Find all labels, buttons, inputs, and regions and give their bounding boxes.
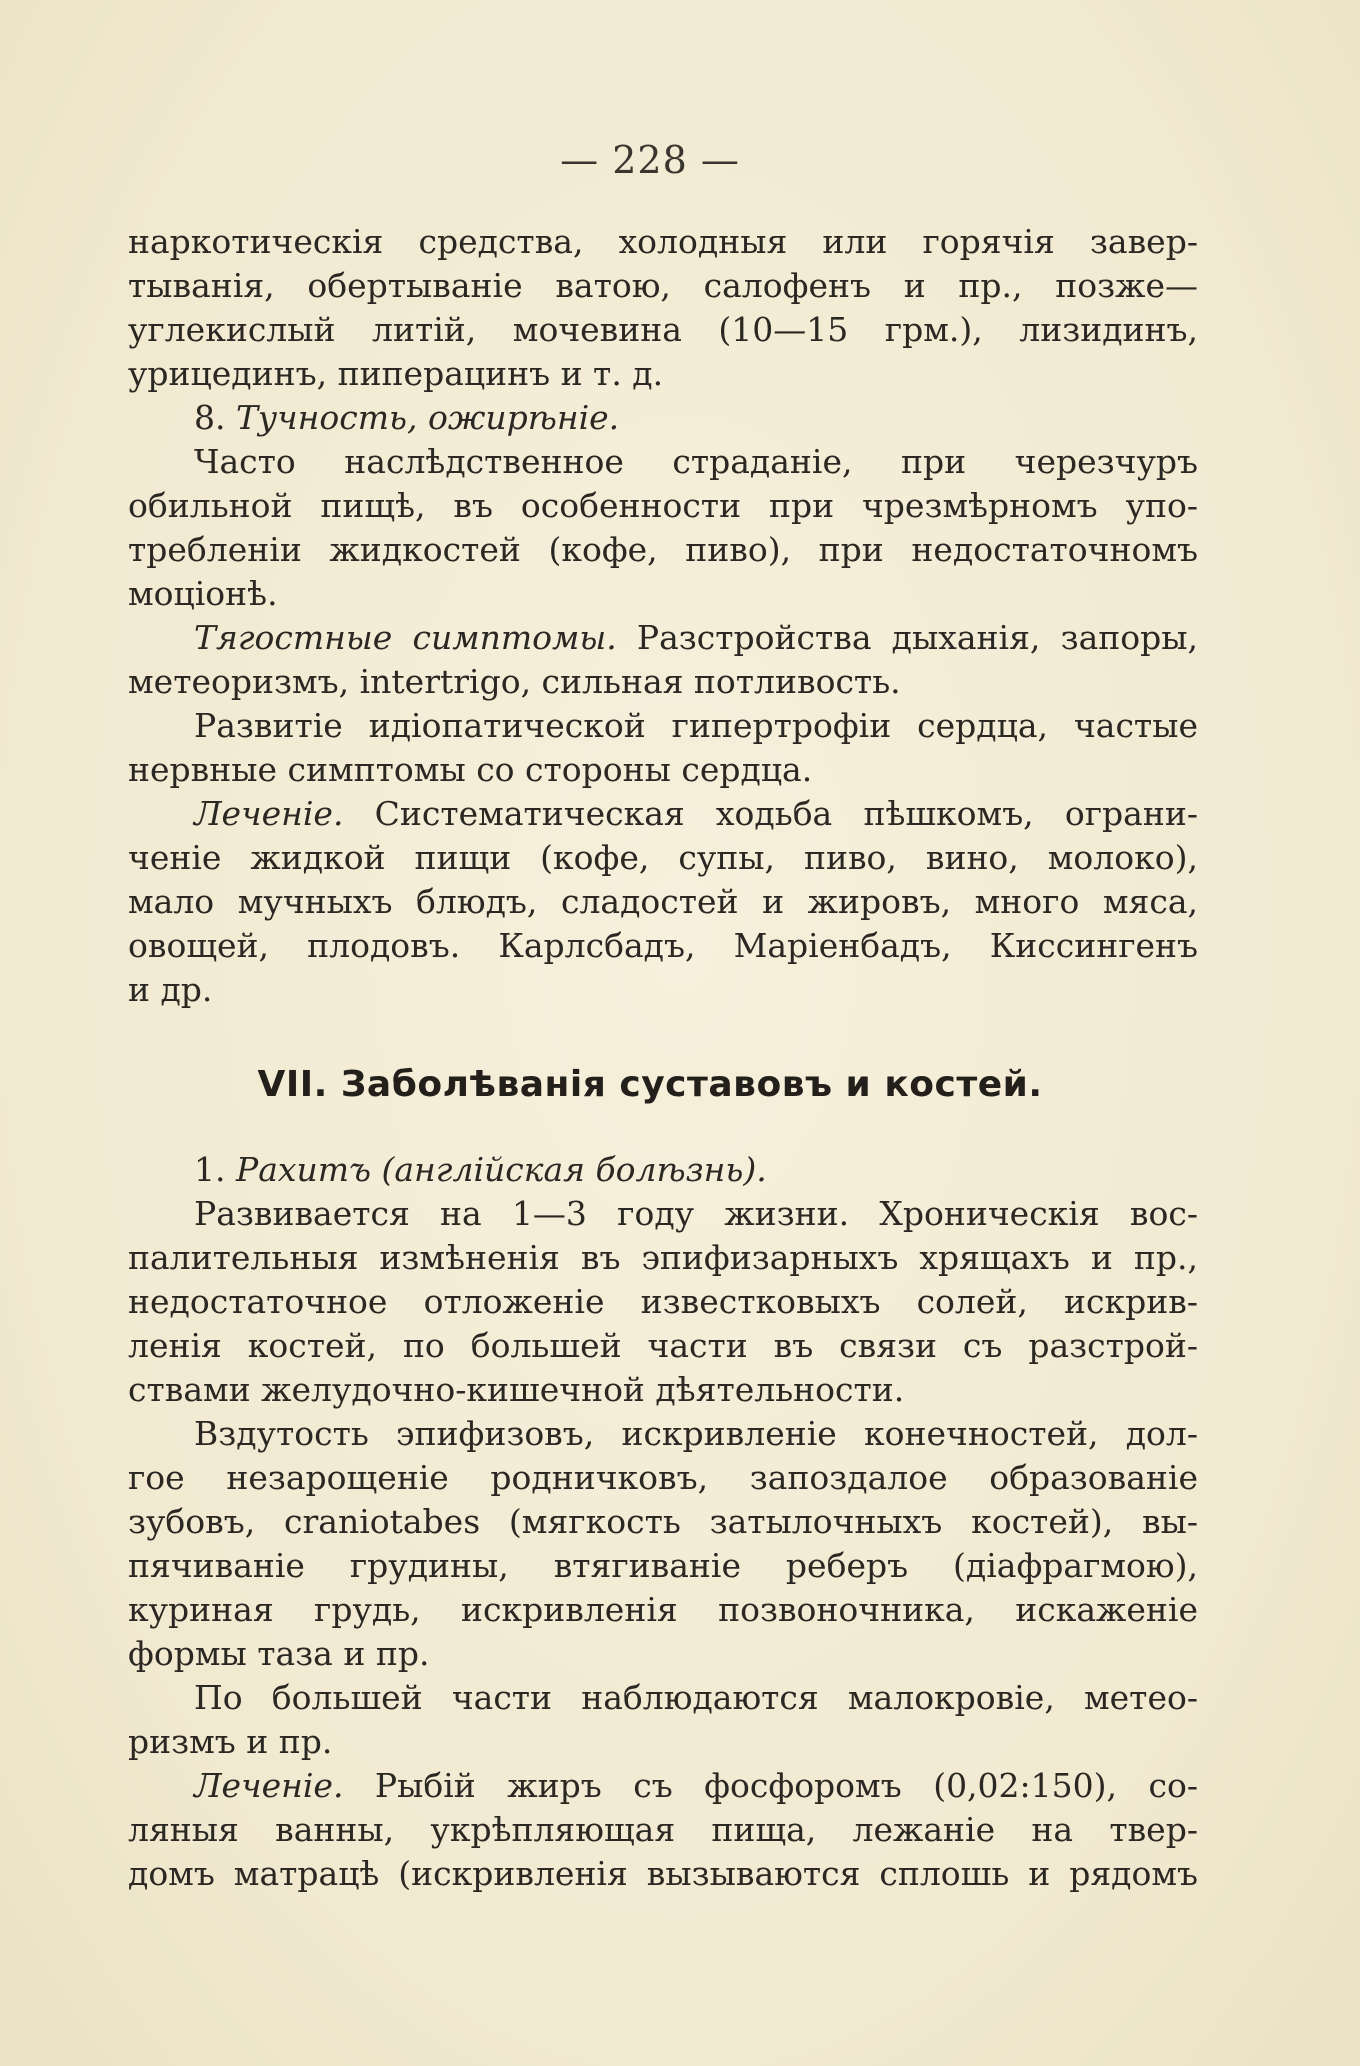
item-1-heading	[128, 1148, 1198, 1192]
text-line: Развитіе идіопатической гипертрофіи сердца, частые	[194, 706, 1198, 745]
text-line	[128, 792, 1198, 836]
item-8-heading	[128, 396, 1198, 440]
section-heading: VII. Заболѣванія суставовъ и костей.	[257, 1064, 1043, 1105]
text-line: моціонѣ.	[128, 574, 278, 613]
treatment-label: Леченіе.	[194, 1766, 344, 1805]
text-line: ствами желудочно-кишечной дѣятельности.	[128, 1370, 905, 1409]
paragraph-heart	[128, 704, 1198, 792]
paragraph-symptoms	[128, 616, 1198, 704]
item-heading-line	[128, 1148, 1198, 1192]
item-number: 8.	[194, 398, 236, 437]
item-heading-line	[128, 396, 1198, 440]
text-line: Часто наслѣдственное страданіе, при черезчуръ	[194, 442, 1198, 481]
paragraph-obesity-causes	[128, 440, 1198, 616]
text-line: метеоризмъ, intertrigo, сильная потливость.	[128, 662, 901, 701]
treatment-text: Систематическая ходьба пѣшкомъ, ограни-	[343, 794, 1198, 833]
paragraph-treatment-obesity	[128, 792, 1198, 1012]
text-line: требленіи жидкостей (кофе, пиво), при недостаточномъ	[128, 530, 1198, 569]
treatment-label: Леченіе.	[194, 794, 344, 833]
text-line: обильной пищѣ, въ особенности при чрезмѣрномъ упо-	[128, 486, 1198, 525]
text-line: Развивается на 1—3 году жизни. Хроническія вос-	[194, 1194, 1198, 1233]
text-line: пячиваніе грудины, втягиваніе реберъ (діафрагмою),	[128, 1546, 1198, 1585]
paragraph-rickets-description	[128, 1192, 1198, 1412]
text-line: и др.	[128, 970, 213, 1009]
item-title: Рахитъ (англійская болѣзнь).	[235, 1150, 767, 1189]
text-line	[128, 1764, 1198, 1808]
paragraph-rickets-symptoms	[128, 1412, 1198, 1676]
text-line: формы таза и пр.	[128, 1634, 430, 1673]
symptoms-label: Тягостные симптомы.	[194, 618, 617, 657]
text-line: Вздутость эпифизовъ, искривленіе конечностей, дол-	[194, 1414, 1198, 1453]
text-line: овощей, плодовъ. Карлсбадъ, Маріенбадъ, Киссингенъ	[128, 926, 1198, 965]
text-line: урицединъ, пиперацинъ и т. д.	[128, 354, 664, 393]
text-line: наркотическія средства, холодныя или горячія завер-	[128, 222, 1198, 261]
text-line: домъ матрацѣ (искривленія вызываются сплошь и рядомъ	[128, 1854, 1198, 1893]
text-line: ченіе жидкой пищи (кофе, супы, пиво, вино, молоко),	[128, 838, 1198, 877]
text-line	[128, 616, 1198, 660]
item-title: Тучность, ожирѣніе.	[235, 398, 620, 437]
paragraph-anemia	[128, 1676, 1198, 1764]
text-line: палительныя измѣненія въ эпифизарныхъ хрящахъ и пр.,	[128, 1238, 1198, 1277]
paragraph-continuation	[128, 220, 1198, 396]
text-line: нервные симптомы со стороны сердца.	[128, 750, 813, 789]
text-line: гое незарощеніе родничковъ, запоздалое образованіе	[128, 1458, 1198, 1497]
text-line: мало мучныхъ блюдъ, сладостей и жировъ, много мяса,	[128, 882, 1198, 921]
symptoms-text: Разстройства дыханія, запоры,	[616, 618, 1198, 657]
text-line: углекислый литій, мочевина (10—15 грм.), лизидинъ,	[128, 310, 1198, 349]
text-line: По большей части наблюдаются малокровіе, метео-	[194, 1678, 1198, 1717]
text-line: недостаточное отложеніе известковыхъ солей, искрив-	[128, 1282, 1198, 1321]
text-line: ляныя ванны, укрѣпляющая пища, лежаніе на твер-	[128, 1810, 1198, 1849]
treatment-text: Рыбій жиръ съ фосфоромъ (0,02:150), со-	[343, 1766, 1198, 1805]
paragraph-treatment-rickets	[128, 1764, 1198, 1896]
text-line: ризмъ и пр.	[128, 1722, 333, 1761]
text-line: куриная грудь, искривленія позвоночника, искаженіе	[128, 1590, 1198, 1629]
page-number: — 228 —	[560, 138, 740, 182]
text-line: тыванія, обертываніе ватою, салофенъ и пр., позже—	[128, 266, 1198, 305]
item-number: 1.	[194, 1150, 236, 1189]
text-line: зубовъ, craniotabes (мягкость затылочныхъ костей), вы-	[128, 1502, 1198, 1541]
text-line: ленія костей, по большей части въ связи съ разстрой-	[128, 1326, 1198, 1365]
